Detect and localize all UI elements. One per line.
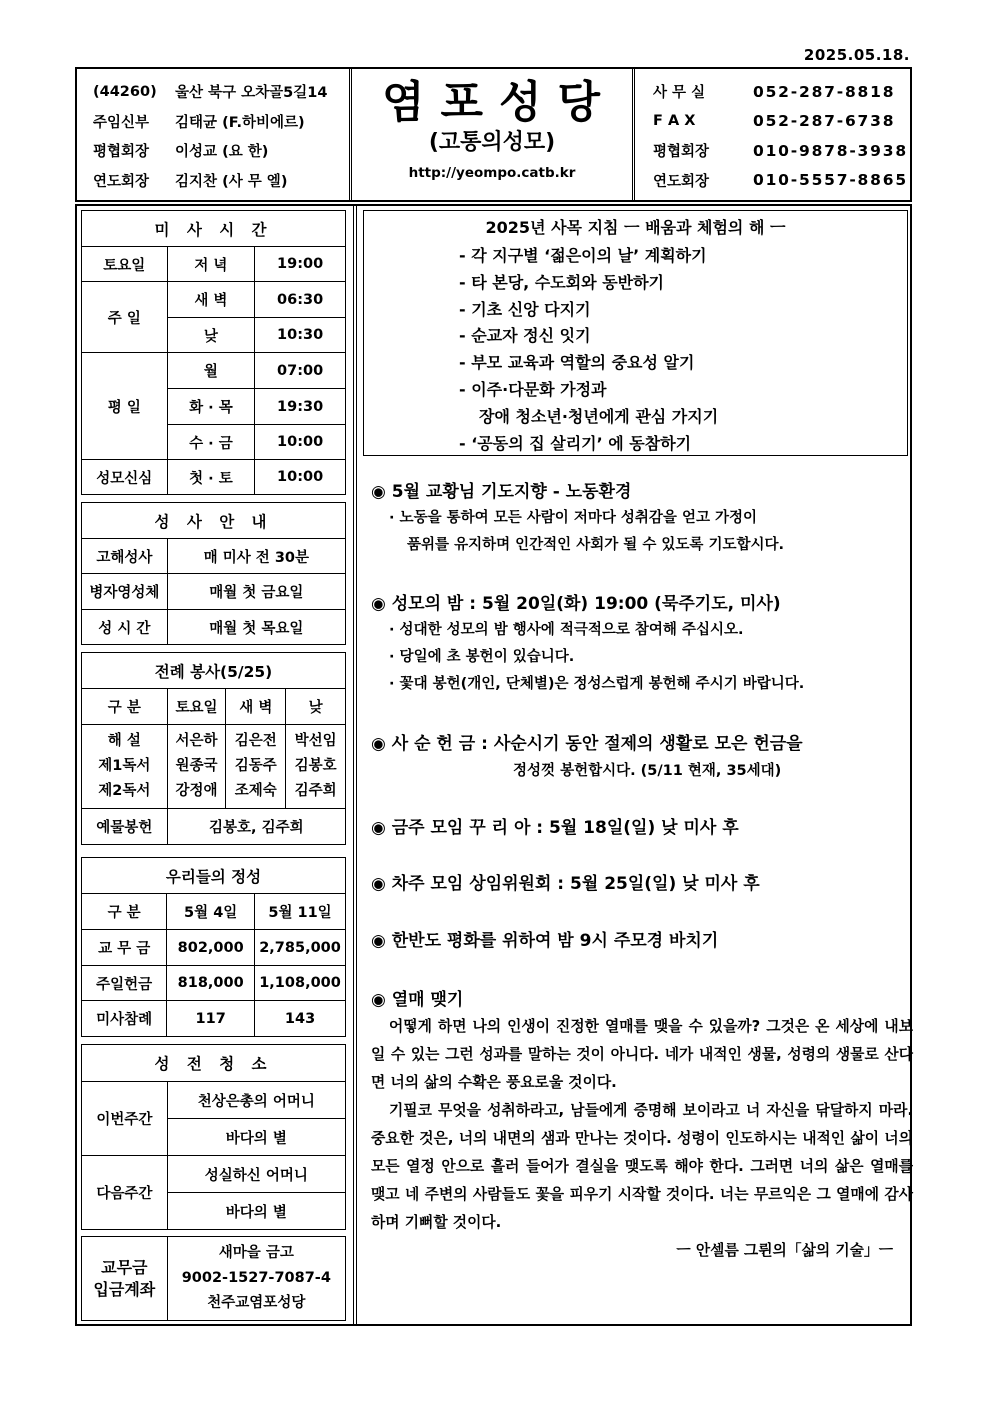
account-number: 9002-1527-7087-4 bbox=[181, 1270, 331, 1286]
offerings-table bbox=[81, 857, 346, 1037]
guideline-item: - 타 본당, 수도회와 동반하기 bbox=[459, 272, 665, 292]
account-label-line-1: 교무금 bbox=[101, 1257, 148, 1277]
mass-times-table bbox=[81, 210, 346, 495]
this-week-group-1: 천상은총의 어머니 bbox=[167, 1082, 345, 1119]
marian-time: 10:00 bbox=[255, 460, 346, 495]
marian-slot: 첫 · 토 bbox=[167, 460, 255, 495]
account-bank: 새마을 금고 bbox=[218, 1245, 294, 1261]
pastoral-guidelines-title: 2025년 사목 지침 ㅡ 배움과 체험의 해 ㅡ bbox=[485, 218, 786, 237]
sat-commentator: 서은하 bbox=[175, 733, 218, 749]
attendance-may4: 117 bbox=[167, 1001, 255, 1037]
liturgy-day-column bbox=[286, 725, 346, 809]
prayer-intention-heading: ◉ 5월 교황님 기도지향 - 노동환경 bbox=[371, 482, 632, 502]
notice-prayer-intention bbox=[371, 479, 911, 559]
notice-next-week-meeting bbox=[371, 871, 911, 897]
essay-heading: ◉ 열매 맺기 bbox=[371, 990, 464, 1010]
weekday-slot-3: 수 · 금 bbox=[167, 425, 255, 460]
bulletin-date: 2025.05.18. bbox=[803, 46, 910, 64]
pastoral-guidelines-box bbox=[363, 210, 908, 456]
parish-title-block bbox=[352, 69, 635, 200]
dawn-reader-2: 조제숙 bbox=[234, 783, 277, 799]
prayer-intention-line-2: 품위를 유지하며 인간적인 사회가 될 수 있도록 기도합시다. bbox=[407, 537, 785, 553]
attendance-may11: 143 bbox=[255, 1001, 346, 1037]
this-week-meeting-text: ◉ 금주 모임 꾸 리 아 : 5월 18일(일) 낮 미사 후 bbox=[371, 818, 739, 838]
offerings-title: 우리들의 정성 bbox=[82, 858, 346, 894]
notice-this-week-meeting bbox=[371, 815, 911, 841]
account-details bbox=[167, 1237, 345, 1321]
day-reader-2: 김주희 bbox=[294, 783, 337, 799]
sunday-collection-may4: 818,000 bbox=[167, 966, 255, 1001]
sun-time-1: 06:30 bbox=[255, 282, 346, 318]
notice-peace-prayer bbox=[371, 928, 911, 954]
guideline-item: - 각 지구별 ‘젊은이의 날’ 계획하기 bbox=[459, 246, 707, 265]
postal-code: (44260) bbox=[93, 83, 157, 100]
parish-info bbox=[77, 69, 352, 200]
council-name: 이성교 (요 한) bbox=[175, 144, 269, 161]
liturgy-title: 전례 봉사(5/25) bbox=[82, 653, 346, 689]
sun-time-2: 10:30 bbox=[255, 318, 346, 353]
parish-subtitle: (고통의성모) bbox=[428, 130, 556, 155]
marian-night-line-1: · 성대한 성모의 밤 행사에 적극적으로 참여해 주십시오. bbox=[389, 622, 744, 638]
offering-names: 김봉호, 김주희 bbox=[167, 809, 345, 845]
parish-url[interactable]: http://yeompo.catb.kr bbox=[408, 165, 576, 181]
office-label: 사 무 실 bbox=[653, 85, 706, 102]
dues-may4: 802,000 bbox=[167, 930, 255, 966]
guideline-item: - ‘공동의 집 살리기’ 에 동참하기 bbox=[459, 433, 692, 453]
guideline-item bbox=[459, 377, 907, 431]
office-phone: 052-287-8818 bbox=[753, 82, 896, 101]
weekday-slot-1: 월 bbox=[167, 353, 255, 389]
offerings-header-may11: 5월 11일 bbox=[255, 894, 346, 930]
sunday-collection-label: 주일헌금 bbox=[82, 966, 167, 1001]
this-week-group-2: 바다의 별 bbox=[167, 1119, 345, 1156]
role-reading-2: 제2독서 bbox=[98, 783, 151, 799]
role-commentary: 해 설 bbox=[107, 733, 141, 749]
weekday-slot-2: 화 · 목 bbox=[167, 389, 255, 425]
attendance-label: 미사참례 bbox=[82, 1001, 167, 1037]
holy-hour-value: 매월 첫 목요일 bbox=[167, 610, 345, 645]
liturgy-roles bbox=[82, 725, 168, 809]
guideline-item-line-2: 장애 청소년·청년에게 관심 가지기 bbox=[479, 406, 719, 426]
next-week-group-1: 성실하신 어머니 bbox=[167, 1156, 345, 1193]
this-week-label: 이번주간 bbox=[82, 1082, 168, 1156]
sun-label: 주 일 bbox=[82, 282, 168, 353]
pastor-name: 김태균 (F.하비에르) bbox=[175, 114, 305, 131]
account-holder: 천주교염포성당 bbox=[207, 1295, 306, 1311]
peace-prayer-text: ◉ 한반도 평화를 위하여 밤 9시 주모경 바치기 bbox=[371, 931, 719, 951]
liturgy-header-sat: 토요일 bbox=[167, 689, 226, 725]
account-label-line-2: 입금계좌 bbox=[93, 1279, 156, 1299]
dawn-commentator: 김은전 bbox=[234, 733, 277, 749]
guideline-item: - 기초 신앙 다지기 bbox=[459, 299, 591, 319]
council-phone-label: 평협회장 bbox=[653, 144, 710, 161]
dues-may11: 2,785,000 bbox=[255, 930, 346, 966]
holy-hour-label: 성 시 간 bbox=[82, 610, 168, 645]
guideline-item: - 부모 교육과 역할의 중요성 알기 bbox=[459, 353, 695, 373]
weekday-time-3: 10:00 bbox=[255, 425, 346, 460]
marian-night-heading: ◉ 성모의 밤 : 5월 20일(화) 19:00 (묵주기도, 미사) bbox=[371, 594, 781, 614]
sat-reader-2: 강정애 bbox=[175, 783, 218, 799]
fax-number: 052-287-6738 bbox=[753, 112, 896, 131]
essay-bearing-fruit bbox=[371, 987, 913, 1265]
weekday-label: 평 일 bbox=[82, 353, 168, 460]
essay-paragraph-1: 어떻게 하면 나의 인생이 진정한 열매를 맺을 수 있을까? 그것은 온 세상에 내보일 수 있는 그런 성과를 말하는 것이 아니다. 네가 내적인 생물, 성령의 생물로 산다면 너의 삶의 수확은 풍요로울 것이다. bbox=[371, 1018, 913, 1091]
address: 울산 북구 오차골5길14 bbox=[175, 85, 328, 102]
prayer-intention-line-1: · 노동을 통하여 모든 사람이 저마다 성취감을 얻고 가정이 bbox=[389, 510, 758, 526]
sat-slot: 저 녁 bbox=[167, 247, 255, 282]
day-commentator: 박선임 bbox=[294, 733, 337, 749]
offerings-header-may4: 5월 4일 bbox=[167, 894, 255, 930]
next-week-meeting-text: ◉ 차주 모임 상임위원회 : 5월 25일(일) 낮 미사 후 bbox=[371, 874, 760, 894]
confession-value: 매 미사 전 30분 bbox=[167, 539, 345, 574]
role-reading-1: 제1독서 bbox=[98, 758, 151, 774]
yeondo-name: 김지찬 (사 무 엘) bbox=[175, 173, 288, 190]
next-week-group-2: 바다의 별 bbox=[167, 1193, 345, 1230]
dues-label: 교 무 금 bbox=[82, 930, 167, 966]
lenten-offering-line-2: 정성껏 봉헌합시다. (5/11 현재, 35세대) bbox=[513, 763, 782, 779]
sacraments-table bbox=[81, 502, 346, 645]
contact-info bbox=[635, 69, 910, 200]
yeondo-phone: 010-5557-8865 bbox=[753, 171, 908, 190]
weekday-time-2: 19:30 bbox=[255, 389, 346, 425]
account-table bbox=[81, 1236, 346, 1321]
bulletin-header bbox=[75, 67, 912, 202]
offering-label: 예물봉헌 bbox=[82, 809, 168, 845]
marian-label: 성모신심 bbox=[82, 460, 168, 495]
weekday-time-1: 07:00 bbox=[255, 353, 346, 389]
sunday-collection-may11: 1,108,000 bbox=[255, 966, 346, 1001]
sacraments-title: 성 사 안 내 bbox=[82, 503, 346, 539]
offerings-header-kind: 구 분 bbox=[82, 894, 167, 930]
parish-title: 염포성당 bbox=[381, 77, 616, 128]
pastor-label: 주임신부 bbox=[93, 114, 150, 131]
liturgy-table bbox=[81, 652, 346, 845]
sun-slot-1: 새 벽 bbox=[167, 282, 255, 318]
bulletin-body bbox=[75, 204, 912, 1326]
guideline-item-line-1: - 이주·다문화 가정과 bbox=[459, 379, 607, 399]
sick-communion-value: 매월 첫 금요일 bbox=[167, 574, 345, 610]
council-phone: 010-9878-3938 bbox=[753, 141, 908, 160]
notice-marian-night bbox=[371, 591, 911, 698]
pastoral-guidelines-list bbox=[364, 243, 907, 457]
sat-time: 19:00 bbox=[255, 247, 346, 282]
notice-lenten-offering bbox=[371, 731, 911, 785]
lenten-offering-heading: ◉ 사 순 헌 금 : 사순시기 동안 절제의 생활로 모은 헌금을 bbox=[371, 734, 803, 754]
cleaning-title: 성 전 청 소 bbox=[82, 1045, 346, 1082]
cleaning-table bbox=[81, 1044, 346, 1230]
marian-night-line-3: · 꽃대 봉헌(개인, 단체별)은 정성스럽게 봉헌해 주시기 바랍니다. bbox=[389, 676, 805, 692]
liturgy-header-role: 구 분 bbox=[82, 689, 168, 725]
liturgy-header-day: 낮 bbox=[286, 689, 346, 725]
mass-times-title: 미 사 시 간 bbox=[82, 211, 346, 247]
essay-source: ㅡ 안셀름 그륀의「삶의 기술」ㅡ bbox=[676, 1242, 893, 1259]
essay-paragraph-2: 기필코 무엇을 성취하라고, 남들에게 증명해 보이라고 너 자신을 닦달하지 마라. 중요한 것은, 너의 내면의 샘과 만나는 것이다. 성령이 인도하시는 내적인 삶이 너의 모든 열정 안으로 흘러 들어가 결실을 맺도록 해야 한다. 그러면 너의 삶은 열매를 맺고 네 주변의 사람들도 꽃을 피우기 시작할 것이다. 너는 무르익은 그 열매에 감사하며 기뻐할 것이다. bbox=[371, 1102, 913, 1231]
account-label bbox=[82, 1237, 168, 1321]
sick-communion-label: 병자영성체 bbox=[82, 574, 168, 610]
liturgy-dawn-column bbox=[226, 725, 286, 809]
column-divider bbox=[353, 206, 357, 1324]
liturgy-sat-column bbox=[167, 725, 226, 809]
next-week-label: 다음주간 bbox=[82, 1156, 168, 1230]
yeondo-phone-label: 연도회장 bbox=[653, 173, 710, 190]
guideline-item: - 순교자 정신 잇기 bbox=[459, 326, 591, 346]
yeondo-label: 연도회장 bbox=[93, 173, 150, 190]
sun-slot-2: 낮 bbox=[167, 318, 255, 353]
sat-label: 토요일 bbox=[82, 247, 168, 282]
day-reader-1: 김봉호 bbox=[294, 758, 337, 774]
dawn-reader-1: 김동주 bbox=[234, 758, 277, 774]
council-label: 평협회장 bbox=[93, 144, 150, 161]
fax-label: F A X bbox=[653, 113, 696, 130]
liturgy-header-dawn: 새 벽 bbox=[226, 689, 286, 725]
sat-reader-1: 원종국 bbox=[175, 758, 218, 774]
marian-night-line-2: · 당일에 초 봉헌이 있습니다. bbox=[389, 649, 575, 665]
confession-label: 고해성사 bbox=[82, 539, 168, 574]
